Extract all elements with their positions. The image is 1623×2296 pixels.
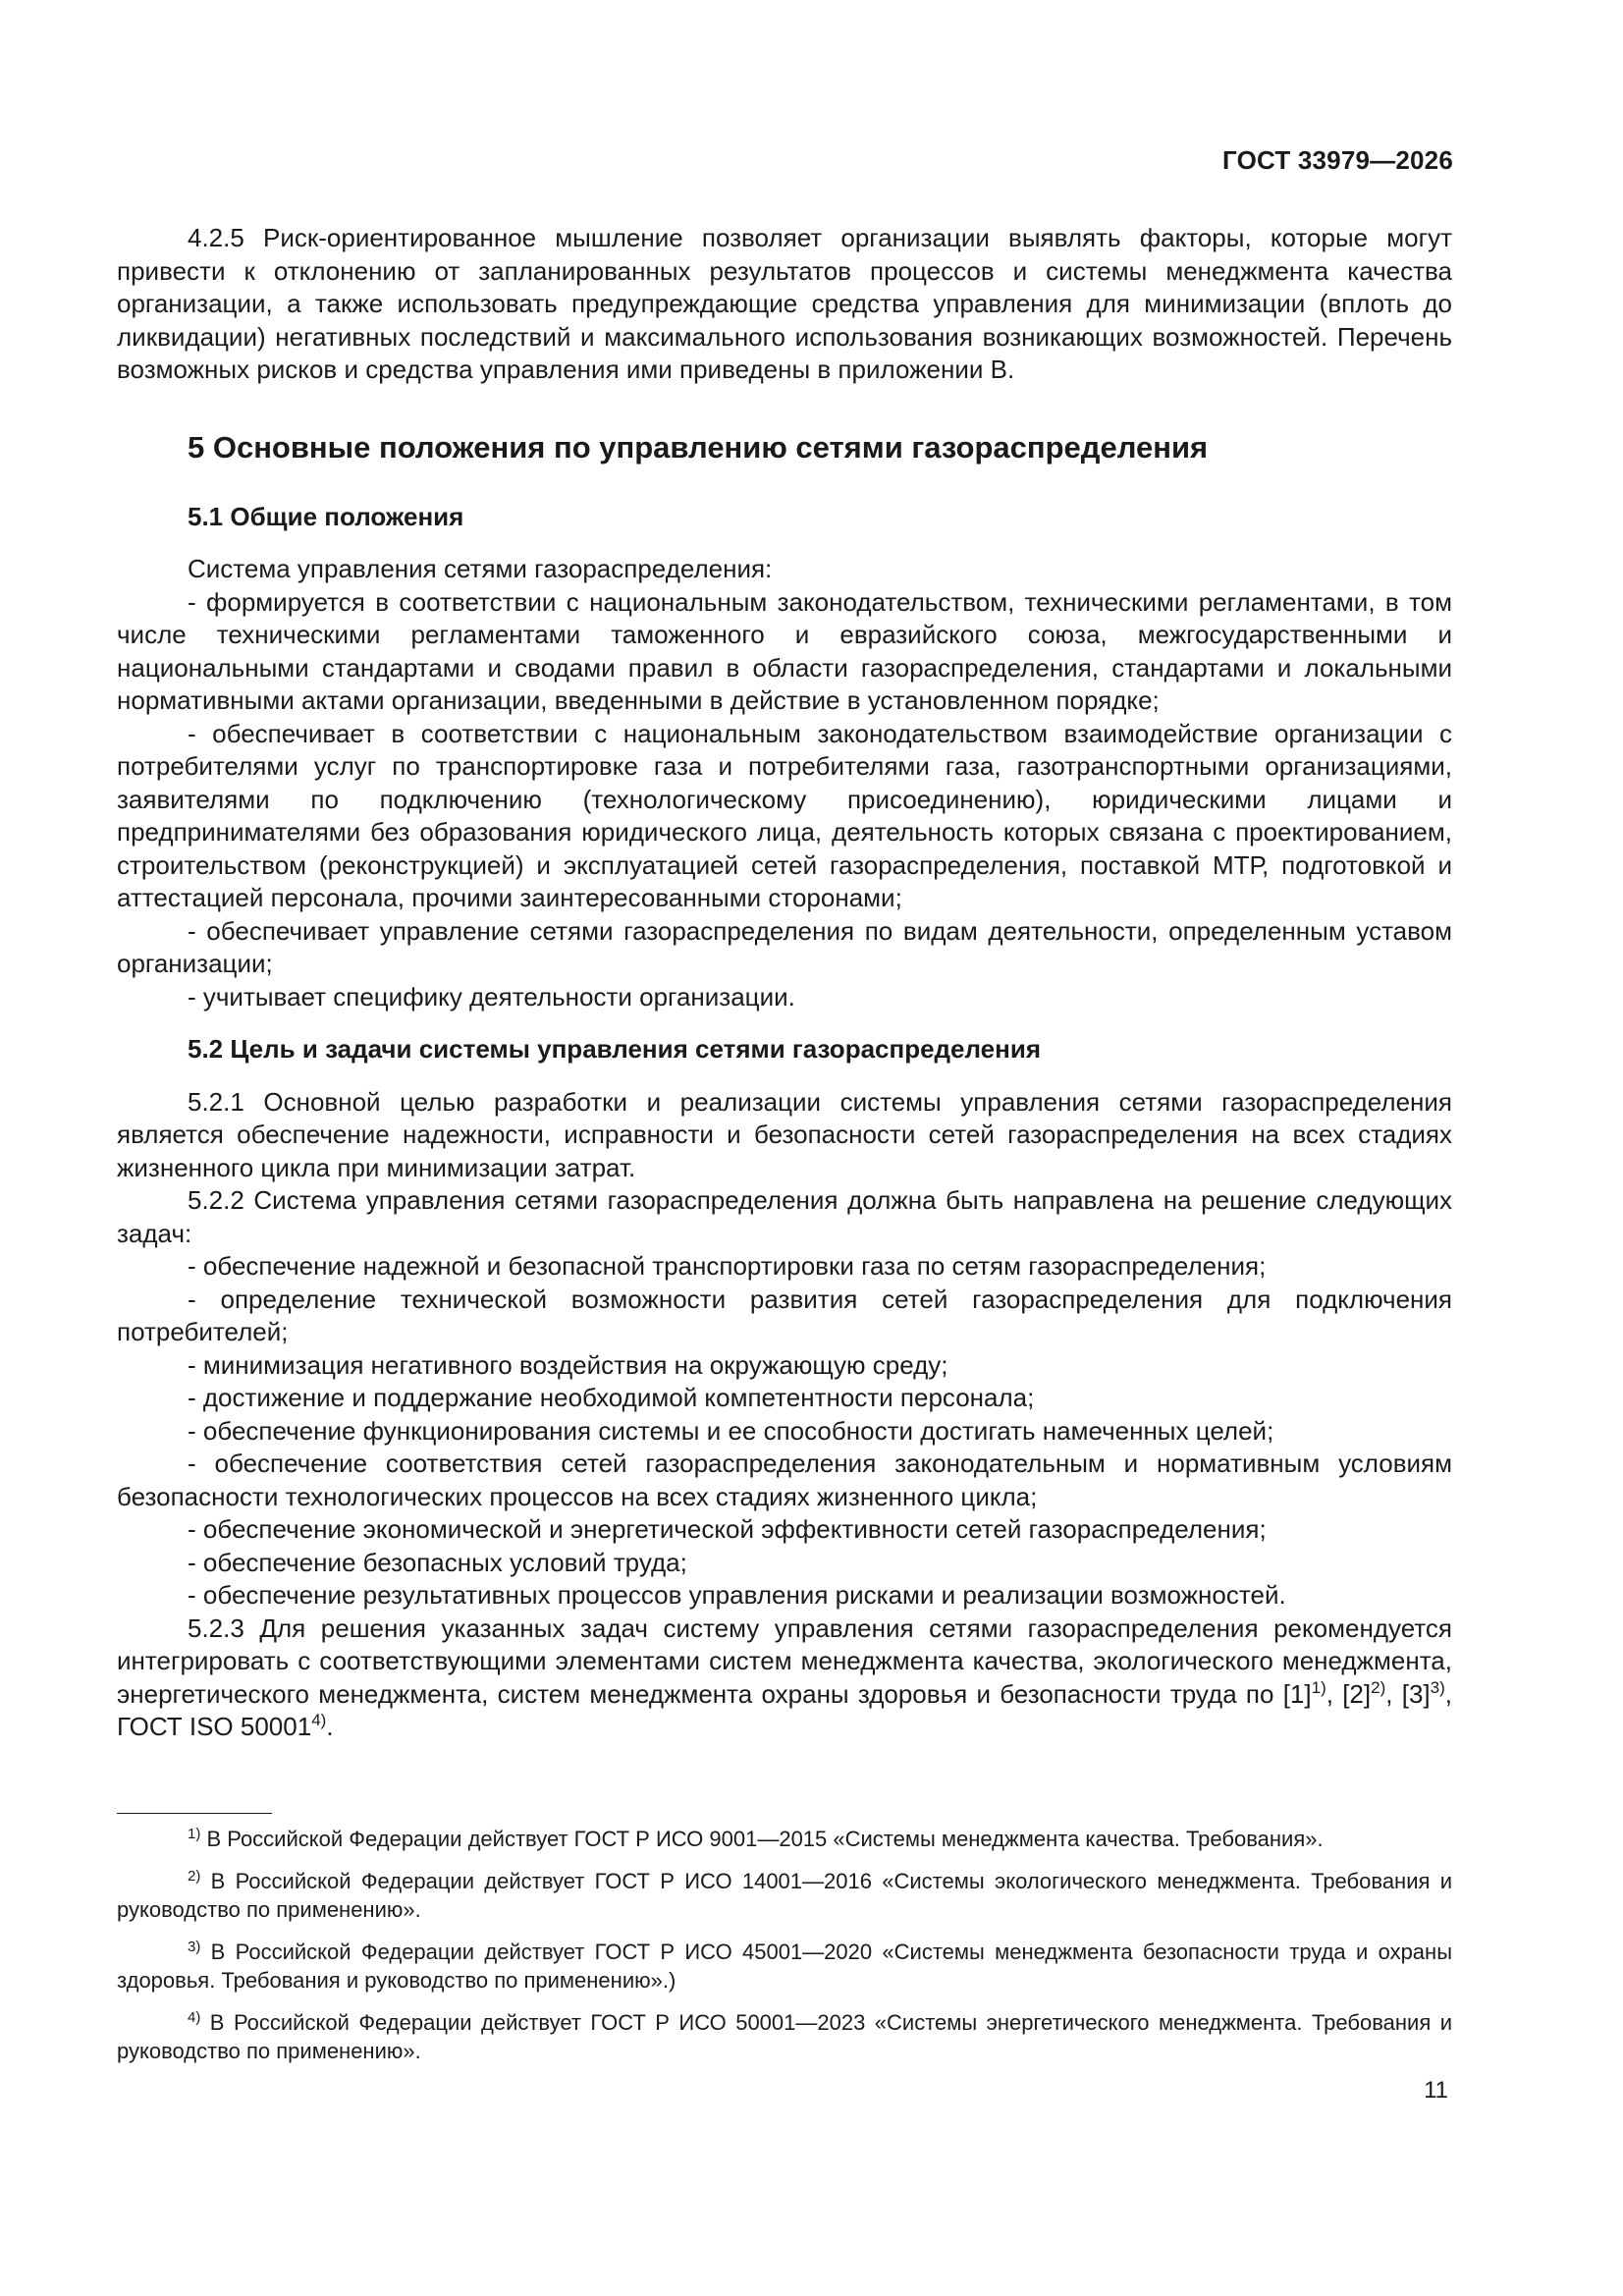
paragraph-5-2-3-text: 5.2.3 Для решения указанных задач систему управления сетями газораспределения рекомендуется интегрировать с соответствующими элементами систем менеджмента качества, экологического менеджмента, энергетического менеджмента, систем менеджмента охраны здоровья и безопасности труда по bbox=[117, 1613, 1452, 1709]
list-item: - обеспечивает управление сетями газораспределения по видам деятельности, определенным уставом организации; bbox=[117, 915, 1452, 978]
footnote-text: В Российской Федерации действует ГОСТ Р ИСО 9001—2015 «Системы менеджмента качества. Требования». bbox=[200, 1827, 1324, 1851]
list-item: - минимизация негативного воздействия на окружающую среду; bbox=[188, 1349, 948, 1380]
footnotes bbox=[117, 1825, 1452, 2079]
footnote-mark-2: 2) bbox=[1371, 1677, 1386, 1697]
separator: , bbox=[1325, 1678, 1343, 1709]
list-item: - достижение и поддержание необходимой компетентности персонала; bbox=[188, 1383, 1035, 1412]
paragraph-end: . bbox=[326, 1712, 334, 1741]
document-code: ГОСТ 33979—2026 bbox=[1222, 145, 1453, 175]
section-5-1-lead: Система управления сетями газораспределения: bbox=[188, 554, 773, 583]
footnote-mark: 2) bbox=[188, 1868, 201, 1885]
footnote-mark: 4) bbox=[188, 2009, 201, 2026]
list-item: - учитывает специфику деятельности организации. bbox=[188, 981, 795, 1011]
reference-3: [3] bbox=[1401, 1678, 1431, 1709]
footnote-text: В Российской Федерации действует ГОСТ Р ИСО 50001—2023 «Системы энергетического менеджмента. Требования и руководство по применению». bbox=[117, 2010, 1452, 2063]
list-item: - обеспечение экономической и энергетической эффективности сетей газораспределения; bbox=[188, 1514, 1267, 1544]
list-item: - формируется в соответствии с национальным законодательством, техническими регламентами, в том числе техническими регламентами таможенного и евразийского союза, межгосударственными и национальными стандартами и сводами правил в области газораспределения, стандартами и локальными нормативными актами организации, введенными в действие в установленном порядке; bbox=[117, 586, 1452, 715]
footnote-text: В Российской Федерации действует ГОСТ Р ИСО 45001—2020 «Системы менеджмента безопасности труда и охраны здоровья. Требования и руководство по применению».) bbox=[117, 1940, 1452, 1993]
separator: , bbox=[1385, 1678, 1402, 1709]
list-item: - обеспечение надежной и безопасной транспортировки газа по сетям газораспределения; bbox=[188, 1251, 1267, 1281]
section-5-1-title: 5.1 Общие положения bbox=[188, 501, 464, 531]
list-item: - определение технической возможности развития сетей газораспределения для подключения потребителей; bbox=[117, 1284, 1452, 1346]
list-item: - обеспечение безопасных условий труда; bbox=[188, 1547, 687, 1577]
footnote-mark: 1) bbox=[188, 1826, 201, 1842]
footnote-divider bbox=[117, 1813, 272, 1814]
page-number: 11 bbox=[1424, 2077, 1448, 2104]
footnote bbox=[117, 1938, 1452, 1995]
footnote bbox=[117, 2008, 1452, 2065]
separator: , bbox=[1444, 1678, 1452, 1709]
main-content bbox=[117, 222, 1452, 1744]
list-item: - обеспечивает в соответствии с национальным законодательством взаимодействие организации с потребителями услуг по транспортировке газа и потребителями газа, газотранспортными организациями, заявителями по подключению (технологическому присоединению), юридическими лицами и предпринимателями без образования юридического лица, деятельность которых связана с проектированием, строительством (реконструкцией) и эксплуатацией сетей газораспределения, поставкой МТР, подготовкой и аттестацией персонала, прочими заинтересованными сторонами; bbox=[117, 718, 1452, 912]
footnote-mark-3: 3) bbox=[1430, 1677, 1445, 1697]
section-5-2-title: 5.2 Цель и задачи системы управления сетями газораспределения bbox=[188, 1034, 1041, 1064]
footnote-mark-1: 1) bbox=[1311, 1677, 1326, 1697]
paragraph-5-2-3 bbox=[117, 1613, 1452, 1744]
section-5-title: 5 Основные положения по управлению сетями газораспределения bbox=[188, 429, 1209, 465]
reference-2: [2] bbox=[1342, 1678, 1372, 1709]
footnote-text: В Российской Федерации действует ГОСТ Р ИСО 14001—2016 «Системы экологического менеджмента. Требования и руководство по применению». bbox=[117, 1869, 1452, 1922]
paragraph-5-2-2: 5.2.2 Система управления сетями газораспределения должна быть направлена на решение следующих задач: bbox=[117, 1185, 1452, 1248]
list-item: - обеспечение результативных процессов управления рисками и реализации возможностей. bbox=[188, 1580, 1286, 1610]
paragraph-5-2-1: 5.2.1 Основной целью разработки и реализации системы управления сетями газораспределения является обеспечение надежности, исправности и безопасности сетей газораспределения на всех стадиях жизненного цикла при минимизации затрат. bbox=[117, 1086, 1452, 1182]
footnote-mark: 3) bbox=[188, 1939, 201, 1955]
footnote bbox=[117, 1825, 1452, 1853]
reference-1: [1] bbox=[1282, 1678, 1312, 1709]
footnote bbox=[117, 1867, 1452, 1924]
reference-4: ГОСТ ISO 50001 bbox=[117, 1712, 312, 1741]
footnote-mark-4: 4) bbox=[311, 1711, 327, 1729]
list-item: - обеспечение функционирования системы и ее способности достигать намеченных целей; bbox=[188, 1415, 1274, 1446]
list-item: - обеспечение соответствия сетей газораспределения законодательным и нормативным условиям безопасности технологических процессов на всех стадиях жизненного цикла; bbox=[117, 1449, 1452, 1511]
paragraph-4-2-5: 4.2.5 Риск-ориентированное мышление позволяет организации выявлять факторы, которые могут привести к отклонению от запланированных результатов процессов и системы менеджмента качества организации, а также использовать предупреждающие средства управления для минимизации (вплоть до ликвидации) негативных последствий и максимального использования возникающих возможностей. Перечень возможных рисков и средства управления ими приведены в приложении В. bbox=[117, 223, 1452, 384]
